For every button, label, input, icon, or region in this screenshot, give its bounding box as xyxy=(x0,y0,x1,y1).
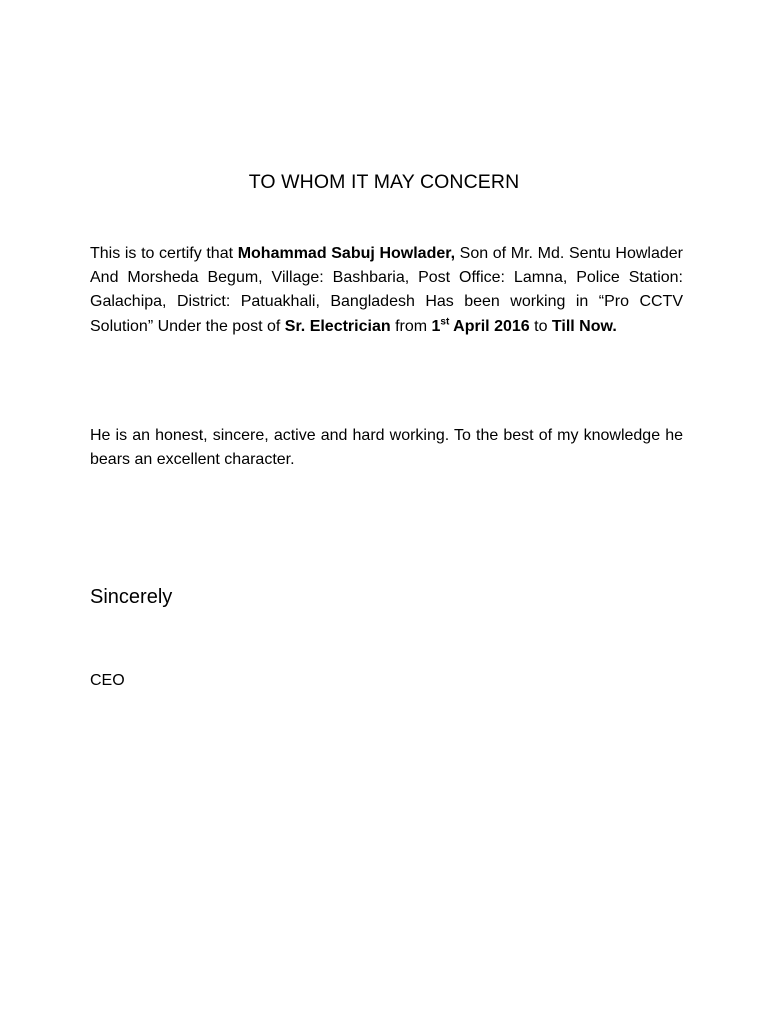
document-title: TO WHOM IT MAY CONCERN xyxy=(248,171,520,193)
start-day: 1 xyxy=(431,317,441,335)
certification-paragraph xyxy=(90,242,683,339)
start-date xyxy=(432,318,530,335)
employee-name: Mohammad Sabuj Howlader, xyxy=(237,245,456,262)
job-post: Sr. Electrician xyxy=(284,317,391,335)
employee-details: Son of Mr. Md. Sentu Howlader And Morsheda Begum, Village: Bashbaria, Post Office: Lamna, Police Station: Galachipa, District: Patuakhali, Bangladesh Has been working in “Pro CCTV Solution” Under the post of xyxy=(90,245,683,335)
signer-title: CEO xyxy=(90,672,125,689)
to-text: to xyxy=(529,317,552,335)
from-text: from xyxy=(390,317,432,335)
character-paragraph: He is an honest, sincere, active and hard working. To the best of my knowledge he bears an excellent character. xyxy=(90,427,683,469)
intro-text: This is to certify that xyxy=(90,245,238,262)
start-month-year: April 2016 xyxy=(449,317,530,335)
closing-salutation: Sincerely xyxy=(90,586,173,608)
end-date: Till Now. xyxy=(551,317,617,335)
start-day-suffix: st xyxy=(440,316,450,328)
